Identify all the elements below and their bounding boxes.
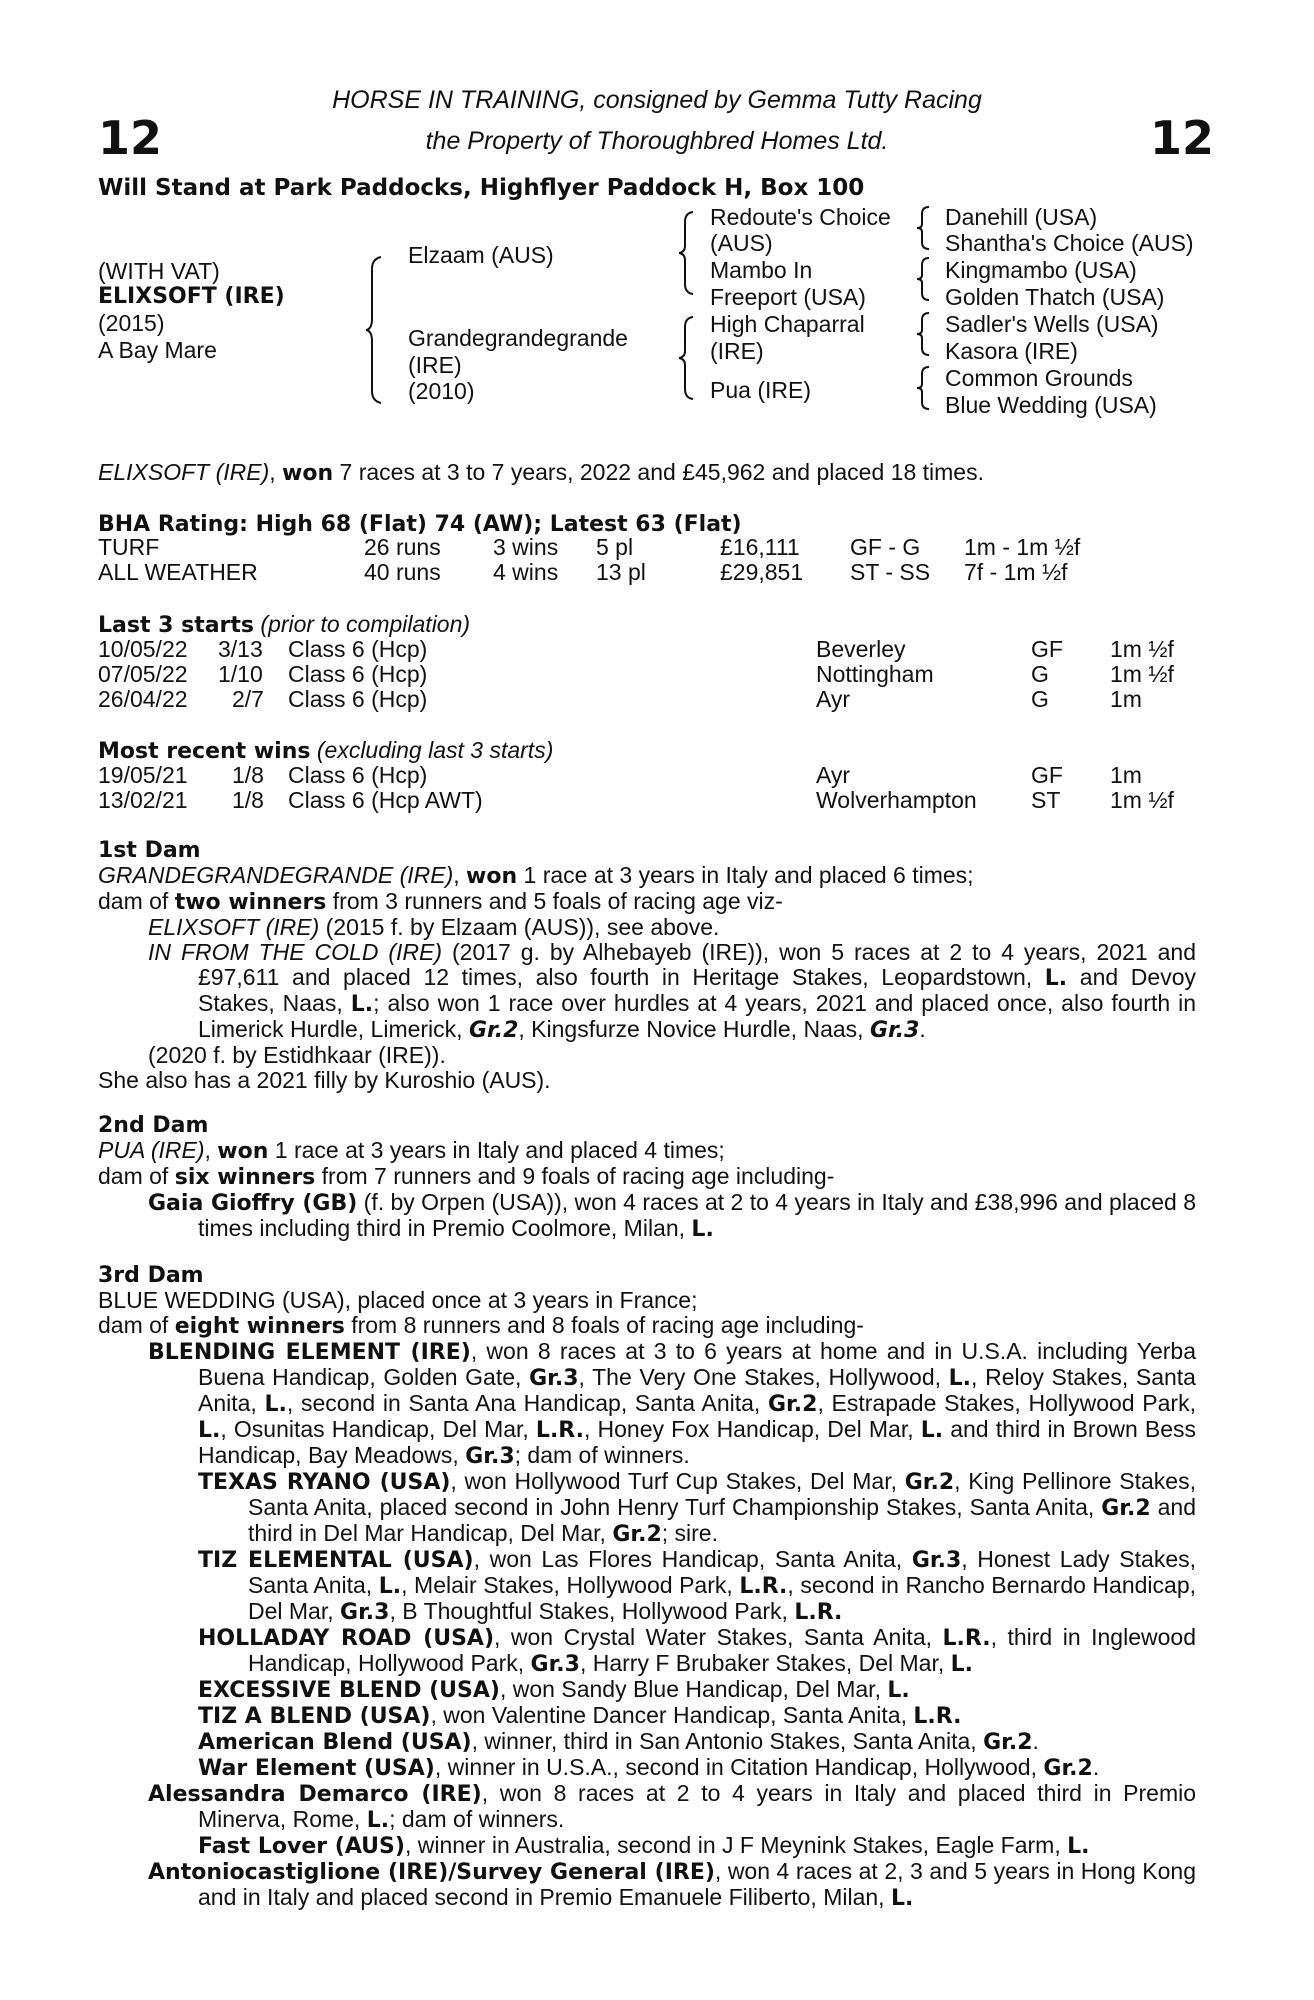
recent-row [98,788,1198,813]
rating-row-turf [98,535,1198,560]
listed-restricted-mark: L.R. [942,1626,991,1651]
produce-blending-element [98,1339,1196,1469]
second-dam-section [98,1113,1196,1242]
start-going: G [1031,661,1049,687]
produce-text: , winner in Australia, second in J F Meynink Stakes, Eagle Farm, [404,1832,1068,1858]
start-going: G [1031,686,1049,712]
produce-name: Fast Lover (AUS) [198,1834,405,1859]
produce-text: , second in Santa Ana Handicap, Santa Anita, [286,1390,768,1416]
second-dam-name: PUA (IRE) [98,1137,205,1163]
produce-name: War Element (USA) [198,1756,435,1781]
recent-heading [98,738,553,764]
rating-placed: 13 pl [596,559,646,585]
lot-number-left: 12 [98,111,163,165]
pedigree-brace-gd1 [917,256,931,302]
winners-text: from 8 runners and 8 foals of racing age including- [344,1312,864,1338]
listed-mark: L. [887,1678,910,1703]
produce-name: Gaia Gioffry (GB) [148,1191,358,1216]
first-dam-section [98,838,1196,1093]
last3-heading [98,612,470,638]
produce-text: , won Hollywood Turf Cup Stakes, Del Mar, [450,1468,905,1494]
group2-mark: Gr.2 [1101,1496,1151,1521]
listed-mark: L. [378,1574,402,1599]
rating-runs: 40 runs [364,559,441,585]
listed-restricted-mark: L.R. [913,1704,962,1729]
last3-row [98,637,1198,662]
produce-text: , winner in U.S.A., second in Citation Handicap, Hollywood, [434,1754,1044,1780]
win-course: Wolverhampton [816,787,977,813]
summary-horse-name: ELIXSOFT (IRE) [98,459,270,485]
rating-table [98,535,1198,585]
rating-placed: 5 pl [596,534,634,560]
produce-text: , Estrapade Stakes, Hollywood Park, [817,1390,1196,1416]
produce-name: ELIXSOFT (IRE) [148,914,320,940]
produce-name: HOLLADAY ROAD (USA) [198,1626,495,1651]
listed-mark: L. [366,1808,390,1833]
second-dam-text: 1 race at 3 years in Italy and placed 4 times; [268,1137,725,1163]
group2-mark: Gr.2 [983,1730,1033,1755]
start-distance: 1m ½f [1110,636,1174,662]
pedigree-brace-gs2 [917,311,931,357]
pedigree-gs2-line1: High Chaparral [710,311,865,337]
produce-text: , won 8 races at 3 to 6 years at home and in U.S.A. including Yerba Buena Handicap, Golden Gate, [198,1338,1196,1390]
listed-restricted-mark: L.R. [794,1600,843,1625]
pedigree-ggd1: Shantha's Choice (AUS) [945,230,1194,256]
start-race: Class 6 (Hcp) [288,661,428,687]
last3-table [98,637,1198,712]
produce-text: , won Sandy Blue Handicap, Del Mar, [499,1676,888,1702]
win-distance: 1m [1110,762,1142,788]
group2-mark: Gr.2 [1043,1756,1093,1781]
start-distance: 1m ½f [1110,661,1174,687]
listed-mark: L. [198,1418,221,1443]
pedigree-brace-sire [679,210,697,296]
period: . [1092,1754,1100,1780]
start-course: Beverley [816,636,906,662]
last3-row [98,687,1198,712]
vat-label: (WITH VAT) [98,258,220,284]
pedigree-brace-dam [679,315,697,401]
produce-text: , second in Rancho Bernardo Handicap, Del Mar, [248,1572,1197,1624]
produce-text: (f. by Orpen (USA)), won 4 races at 2 to 4 years in Italy and £38,996 and placed 8 times including third in Premio Coolmore, Milan, [198,1189,1196,1241]
winners-text: from 3 runners and 5 foals of racing age viz- [326,888,783,914]
listed-mark: L. [890,1886,914,1911]
group3-mark: Gr.3 [869,1018,920,1043]
first-dam-record: GRANDEGRANDEGRANDE (IRE), won 1 race at 3 years in Italy and placed 6 times; [98,862,974,889]
produce-text: , won 8 races at 2 to 4 years in Italy and placed third in Premio Minerva, Rome, [198,1780,1197,1832]
pedigree-ggs1: Danehill (USA) [945,204,1098,230]
recent-note: (excluding last 3 starts) [316,737,554,763]
pedigree-ggd3: Kasora (IRE) [945,338,1078,364]
last3-title: Last 3 starts [98,613,255,638]
produce-name: BLENDING ELEMENT (IRE) [148,1340,471,1365]
produce-text: ; dam of winners. [514,1442,690,1468]
produce-antoniocastiglione [98,1859,1196,1911]
pedigree-sire: Elzaam (AUS) [408,242,554,268]
produce-fast-lover [98,1833,1196,1859]
listed-mark: L. [948,1366,972,1391]
start-position: 3/13 [218,636,263,662]
listed-mark: L. [691,1217,714,1242]
recent-row [98,763,1198,788]
pedigree-gd2: Pua (IRE) [710,377,811,403]
group3-mark: Gr.3 [911,1548,962,1573]
summary-text: 7 races at 3 to 7 years, 2022 and £45,962 and placed 18 times. [333,459,984,485]
race-summary [98,460,984,486]
produce-name: Antoniocastiglione (IRE)/Survey General (IRE) [148,1860,715,1885]
third-dam-heading: 3rd Dam [98,1263,204,1288]
rating-going: ST - SS [850,559,931,585]
produce-american-blend [98,1729,1196,1755]
produce-text: , Osunitas Handicap, Del Mar, [220,1416,536,1442]
produce-text: , Harry F Brubaker Stakes, Del Mar, [579,1650,951,1676]
recent-table [98,763,1198,813]
produce-2020-filly: (2020 f. by Estidhkaar (IRE)). [148,1042,446,1068]
win-position: 1/8 [232,762,264,788]
winners-text: from 7 runners and 9 foals of racing age including- [315,1163,835,1189]
produce-in-from-the-cold: IN FROM THE COLD (IRE) (2017 g. by Alhebayeb (IRE)), won 5 races at 2 to 4 years, 2021 and £97,611 and placed 12 times, also fourth in Heritage Stakes, Leopardstown, L. and Devoy Stakes, Naas, L.; also won 1 race over hurdles at 4 years, 2021 and placed once, also fourth in Limerick Hurdle, Limerick, Gr.2, Kingsfurze Novice Hurdle, Naas, Gr.3. [148,939,1196,1043]
produce-text: , won Las Flores Handicap, Santa Anita, [473,1546,912,1572]
group3-mark: Gr.3 [529,1366,579,1391]
horse-year: (2015) [98,310,165,336]
produce-alessandra-demarco [98,1781,1196,1833]
first-dam-won: won [466,864,518,889]
listed-mark: L. [920,1418,944,1443]
rating-going: GF - G [850,534,921,560]
start-course: Ayr [816,686,851,712]
rating-title: BHA Rating: High 68 (Flat) 74 (AW); Latest 63 (Flat) [98,512,742,537]
winners-count: eight winners [174,1314,345,1339]
winners-count: two winners [174,890,327,915]
rating-prize: £29,851 [720,559,804,585]
listed-restricted-mark: L.R. [535,1418,585,1443]
win-date: 19/05/21 [98,762,188,788]
pedigree-gd1: Mambo In [710,257,813,283]
group2-mark: Gr.2 [768,1392,818,1417]
listed-mark: L. [1044,966,1068,991]
win-distance: 1m ½f [1110,787,1174,813]
start-going: GF [1031,636,1063,662]
listed-mark: L. [350,992,374,1017]
produce-text: ; also won 1 race over hurdles at 4 years, 2021 and placed once, also fourth in Limerick Hurdle, Limerick, [198,990,1196,1042]
rating-row-aw [98,560,1198,585]
win-date: 13/02/21 [98,787,188,813]
period: . [1032,1728,1039,1754]
produce-name: EXCESSIVE BLEND (USA) [198,1678,500,1703]
win-position: 1/8 [232,787,264,813]
produce-name: TIZ ELEMENTAL (USA) [198,1548,474,1573]
group2-mark: Gr.2 [468,1018,519,1043]
pedigree-gs1-line1: Redoute's Choice [710,204,891,230]
pedigree-ggd4: Blue Wedding (USA) [945,392,1157,418]
start-distance: 1m [1110,686,1142,712]
horse-description: A Bay Mare [98,337,217,363]
listed-mark: L. [1067,1834,1090,1859]
pedigree-gs1-line2: (AUS) [710,230,773,256]
produce-text: , Honest Lady Stakes, Santa Anita, [248,1546,1197,1598]
first-dam-heading: 1st Dam [98,838,201,863]
last3-note: (prior to compilation) [260,611,471,637]
produce-name: IN FROM THE COLD (IRE) [148,939,443,965]
produce-name: American Blend (USA) [198,1730,472,1755]
listed-mark: L. [950,1652,974,1677]
summary-separator: , [269,459,283,485]
pedigree-dam-line2: (IRE) [408,352,462,378]
pedigree-dam-line1: Grandegrandegrande [408,325,628,351]
start-race: Class 6 (Hcp) [288,686,428,712]
pedigree-ggs2: Kingmambo (USA) [945,257,1137,283]
start-course: Nottingham [816,661,934,687]
dam-of-label: dam of [98,1163,175,1189]
pedigree-ggs4: Common Grounds [945,365,1133,391]
produce-text: and Devoy Stakes, Naas, [198,964,1196,1016]
produce-text: , won Valentine Dancer Handicap, Santa Anita, [430,1702,914,1728]
pedigree-ggd2: Golden Thatch (USA) [945,284,1165,310]
produce-name: Alessandra Demarco (IRE) [148,1782,482,1807]
first-dam-text: 1 race at 3 years in Italy and placed 6 times; [517,862,974,888]
pedigree-brace-main [366,255,386,405]
second-dam-record: PUA (IRE), won 1 race at 3 years in Italy and placed 4 times; [98,1137,725,1164]
produce-text: , B Thoughtful Stakes, Hollywood Park, [389,1598,795,1624]
produce-tiz-elemental [98,1547,1196,1625]
summary-won: won [282,461,334,486]
group2-mark: Gr.2 [904,1470,955,1495]
recent-title: Most recent wins [98,739,311,764]
horse-name: ELIXSOFT (IRE) [98,284,285,309]
consignor-line: HORSE IN TRAINING, consigned by Gemma Tutty Racing [332,86,982,114]
produce-text: ; dam of winners. [389,1806,565,1832]
group2-mark: Gr.2 [612,1522,662,1547]
start-position: 2/7 [232,686,264,712]
rating-distance: 7f - 1m ½f [964,559,1068,585]
rating-wins: 3 wins [493,534,559,560]
third-dam-record: BLUE WEDDING (USA), placed once at 3 years in France; [98,1287,698,1313]
produce-text: (2015 f. by Elzaam (AUS)), see above. [319,914,720,940]
win-race: Class 6 (Hcp) [288,762,428,788]
rating-wins: 4 wins [493,559,559,585]
produce-text: , winner, third in San Antonio Stakes, Santa Anita, [471,1728,984,1754]
start-race: Class 6 (Hcp) [288,636,428,662]
listed-restricted-mark: L.R. [739,1574,788,1599]
pedigree-ggs3: Sadler's Wells (USA) [945,311,1159,337]
produce-excessive-blend [98,1677,1196,1703]
lot-number-right: 12 [1150,111,1215,165]
win-going: GF [1031,762,1063,788]
pedigree-gs2-line2: (IRE) [710,338,764,364]
rating-surface: ALL WEATHER [98,559,258,585]
produce-text: , third in Inglewood Handicap, Hollywood Park, [248,1624,1196,1676]
produce-text: , won 4 races at 2, 3 and 5 years in Hong Kong and in Italy and placed second in Premio Emanuele Filiberto, Milan, [198,1858,1196,1910]
produce-text: , Reloy Stakes, Santa Anita, [198,1364,1196,1416]
rating-surface: TURF [98,534,160,560]
first-dam-name: GRANDEGRANDEGRANDE (IRE) [98,862,454,888]
produce-text: , Melair Stakes, Hollywood Park, [401,1572,740,1598]
produce-text: , Kingsfurze Novice Hurdle, Naas, [518,1016,870,1042]
pedigree-brace-gd2 [917,365,931,411]
start-date: 26/04/22 [98,686,188,712]
pedigree-brace-gs1 [917,205,931,251]
produce-2021-filly: She also has a 2021 filly by Kuroshio (AUS). [98,1067,551,1093]
group3-mark: Gr.3 [465,1444,515,1469]
dam-of-label: dam of [98,888,175,914]
second-dam-won: won [217,1139,269,1164]
produce-text: , King Pellinore Stakes, Santa Anita, placed second in John Henry Turf Championship Stakes, Santa Anita, [248,1468,1196,1520]
produce-text: , Honey Fox Handicap, Del Mar, [584,1416,921,1442]
produce-text: , won Crystal Water Stakes, Santa Anita, [494,1624,943,1650]
third-dam-section [98,1263,1196,1911]
pedigree-gd1b: Freeport (USA) [710,284,866,310]
produce-elixsoft [98,915,1196,940]
start-date: 10/05/22 [98,636,188,662]
win-course: Ayr [816,762,851,788]
win-race: Class 6 (Hcp AWT) [288,787,483,813]
first-dam-produce [98,889,1196,915]
rating-distance: 1m - 1m ½f [964,534,1081,560]
dam-of-label: dam of [98,1312,175,1338]
group3-mark: Gr.3 [340,1600,390,1625]
last3-row [98,662,1198,687]
produce-text: (2017 g. by Alhebayeb (IRE)), won 5 races at 2 to 4 years, 2021 and £97,611 and placed 12 times, also fourth in Heritage Stakes, Leopardstown, [198,939,1196,990]
produce-text: and third in Brown Bess Handicap, Bay Meadows, [198,1416,1197,1468]
produce-texas-ryano [98,1469,1196,1547]
pedigree-dam-line3: (2010) [408,378,475,404]
produce-text: , The Very One Stakes, Hollywood, [578,1364,949,1390]
produce-tiz-a-blend [98,1703,1196,1729]
location-line: Will Stand at Park Paddocks, Highflyer Paddock H, Box 100 [98,175,865,201]
property-line: the Property of Thoroughbred Homes Ltd. [425,127,889,155]
second-dam-heading: 2nd Dam [98,1113,209,1138]
start-date: 07/05/22 [98,661,188,687]
start-position: 1/10 [218,661,263,687]
winners-count: six winners [174,1165,316,1190]
produce-name: TEXAS RYANO (USA) [198,1470,451,1495]
group3-mark: Gr.3 [530,1652,580,1677]
produce-name: TIZ A BLEND (USA) [198,1704,431,1729]
produce-text: ; sire. [661,1520,718,1546]
rating-prize: £16,111 [720,534,800,560]
listed-mark: L. [264,1392,287,1417]
rating-runs: 26 runs [364,534,441,560]
produce-gaia-gioffry [98,1190,1196,1242]
produce-holladay-road [98,1625,1196,1677]
win-going: ST [1031,787,1061,813]
produce-war-element [98,1755,1196,1781]
third-dam-produce [98,1313,1196,1339]
produce-text: and third in Del Mar Handicap, Del Mar, [248,1494,1196,1546]
second-dam-produce [98,1164,1196,1190]
